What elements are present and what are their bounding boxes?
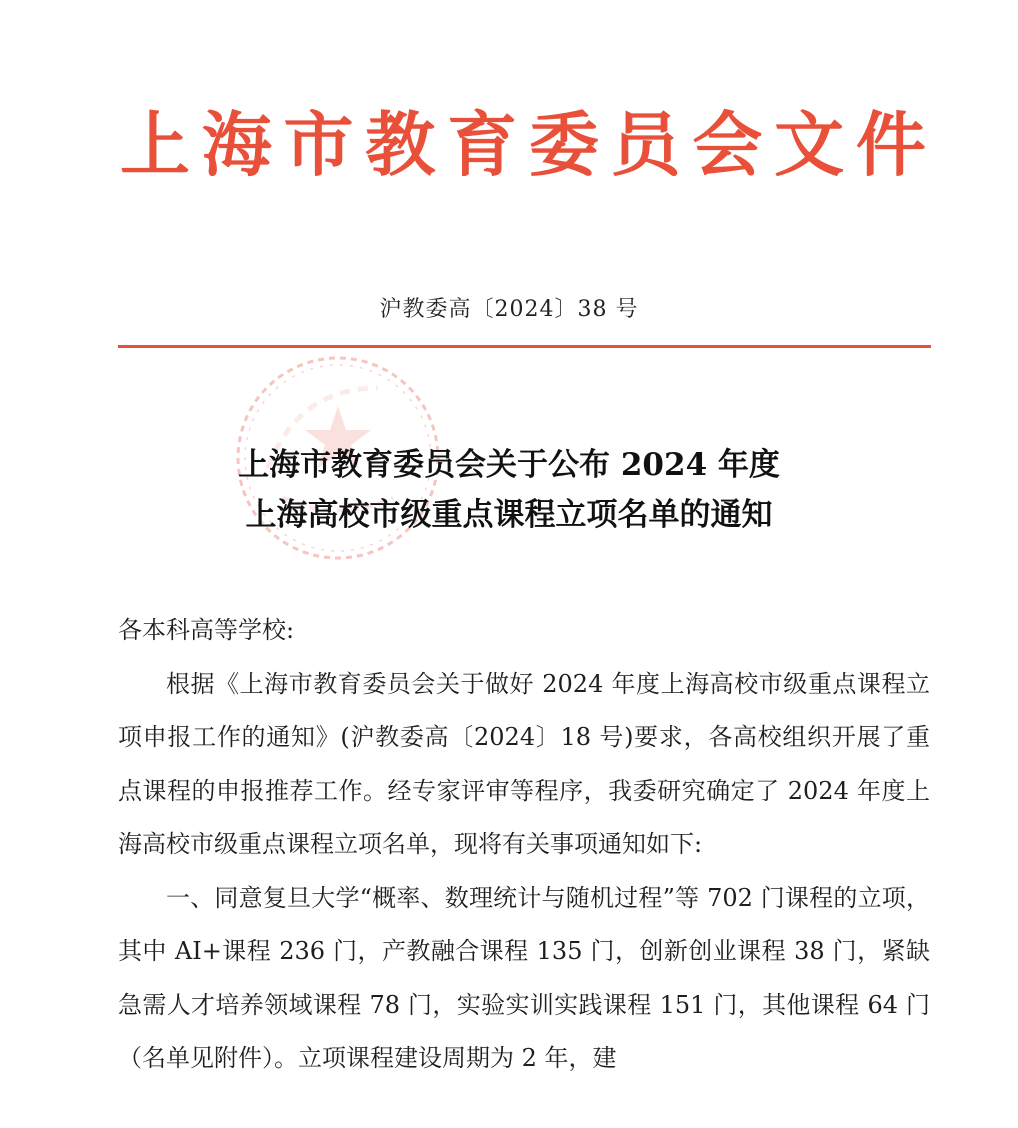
masthead-char: 上 <box>120 103 190 186</box>
salutation: 各本科高等学校: <box>118 616 295 644</box>
title-line-1: 上海市教育委员会关于公布 2024 年度 <box>238 447 780 483</box>
masthead-char: 会 <box>692 103 763 186</box>
masthead-char: 文 <box>774 103 845 186</box>
masthead-title <box>118 100 928 190</box>
document-title <box>0 440 1018 540</box>
masthead-char: 市 <box>283 103 354 186</box>
masthead-char: 教 <box>365 103 436 186</box>
masthead-char: 育 <box>447 103 518 186</box>
masthead-char: 海 <box>201 103 272 186</box>
title-line-2: 上海高校市级重点课程立项名单的通知 <box>245 497 773 533</box>
body-paragraph: 根据《上海市教育委员会关于做好 2024 年度上海高校市级重点课程立项申报工作的通知》(沪教委高〔2024〕18 号)要求，各高校组织开展了重点课程的申报推荐工作。经专家评审等程序，我委研究确定了 2024 年度上海高校市级重点课程立项名单，现将有关事项通知如下: <box>118 669 930 858</box>
masthead-char: 委 <box>528 103 599 186</box>
masthead-char: 员 <box>610 103 681 186</box>
document-body <box>118 604 930 1086</box>
body-paragraph: 一、同意复旦大学“概率、数理统计与随机过程”等 702 门课程的立项，其中 AI+课程 236 门，产教融合课程 135 门，创新创业课程 38 门，紧缺急需人才培养领域课程 78 门，实验实训实践课程 151 门，其他课程 64 门（名单见附件）。立项课程建设周期为 2 年，建 <box>118 883 930 1072</box>
document-number: 沪教委高〔2024〕38 号 <box>379 297 639 322</box>
masthead-char: 件 <box>855 103 926 186</box>
